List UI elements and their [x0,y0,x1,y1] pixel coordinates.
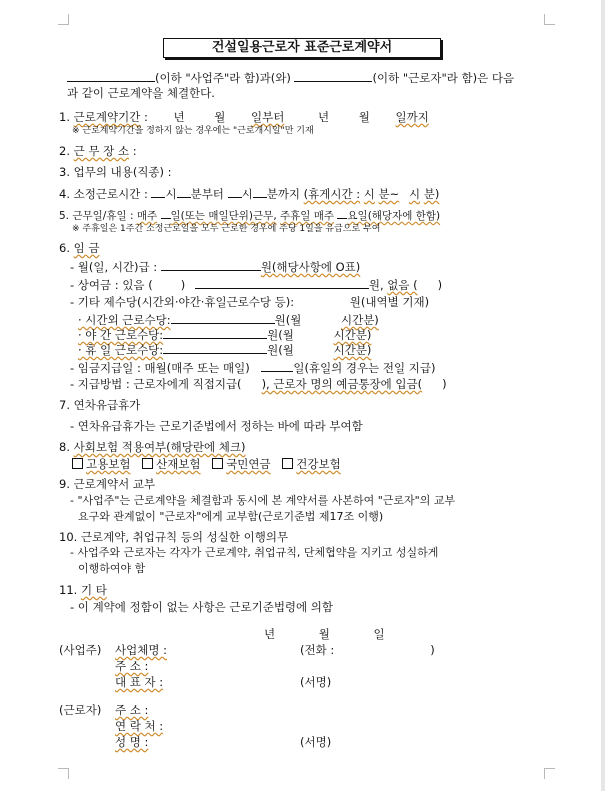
contract-date: 년 월 일 [264,627,385,641]
intro-employer-text: (이하 "사업주"라 함)과(와) [155,71,291,85]
contract-delivery-line-1: - "사업주"는 근로계약을 체결함과 동시에 본 계약서를 사본하여 "근로자"의 교부 [70,494,456,507]
night-row: · 야 간 근로수당: 원(월 시간분) [78,328,372,342]
weekly-holiday-note: ※ 주휴일은 1주간 소정근로일을 모두 근로한 경우에 주당 1일을 유급으로 부여 [72,224,381,234]
section-10: 10. 근로계약, 취업규칙 등의 성실한 이행의무 [59,530,289,544]
annual-leave-text: - 연차유급휴가는 근로기준법에서 정하는 바에 따라 부여함 [70,419,363,433]
crop-mark-top-right [544,14,555,25]
national-pension-checkbox[interactable] [212,458,223,469]
worker-contact-label: 연 락 처 : [115,719,164,733]
wage-amount-blank[interactable] [161,259,261,271]
worker-name-label: 성 명 : [115,735,149,749]
night-blank[interactable] [163,327,267,339]
employer-name-blank[interactable] [67,70,155,82]
section-1: 1. 근로계약기간 : 년 월 일부터 년 월 일까지 [59,110,429,124]
payment-method-row: - 지급방법 : 근로자에게 직접지급( ), 근로자 명의 예금통장에 입금( ) [70,377,447,391]
allowance-row: - 기타 제수당(시간외·야간·휴일근로수당 등): 원(내역별 기재) [70,295,430,309]
contract-delivery-line-2: 요구와 관계없이 "근로자"에게 교부함(근로기준법 제17조 이행) [78,510,384,523]
work-days-blank[interactable] [161,207,171,219]
holiday-pay-blank[interactable] [163,342,267,354]
employer-role: (사업주) [59,643,102,657]
section-5: 5. 근무일/휴일 : 매주 일(또는 매일단위)근무, 주휴일 매주 요일(해당자에 한함) [59,207,440,223]
bonus-amount-blank[interactable] [195,277,369,289]
payday-row: - 임금지급일 : 매월(매주 또는 매일) 일(휴일의 경우는 전일 지급) [70,361,436,375]
overtime-row: · 시간외 근로수당: 원(월 시간분) [78,313,379,327]
industrial-accident-checkbox[interactable] [142,458,153,469]
employer-business-name-label: 사업체명 : [115,643,167,657]
section-3: 3. 업무의 내용(직종) : [59,165,172,179]
intro-line-2: 과 같이 근로계약을 체결한다. [67,86,215,100]
worker-address-label: 주 소 : [115,703,149,717]
section-6: 6. 임 금 [59,241,100,255]
workplace-label: 근 무 장 소 [73,144,130,158]
end-hour-blank[interactable] [228,186,242,198]
holiday-pay-row: · 휴 일 근로수당: 원(월 시간분) [78,343,372,357]
insurance-checkboxes: 고용보험 산재보험 국민연금 건강보험 [72,457,341,471]
wage-label: 임 금 [73,241,100,255]
scrollbar-track[interactable] [601,0,605,791]
section-8: 8. 사회보험 적용여부(해당란에 체크) [59,440,246,454]
employer-signature[interactable]: (서명) [300,675,332,689]
worker-signature[interactable]: (서명) [300,735,332,749]
employment-insurance-checkbox[interactable] [72,458,83,469]
worker-name-blank[interactable] [294,70,372,82]
intro-worker-text: (이하 "근로자"라 함)은 다음 [372,71,515,85]
duty-line-2: 이행하여야 함 [78,562,146,575]
crop-mark-bottom-left [58,768,69,779]
wage-row: - 월(일, 시간)급 : 원(해당사항에 O표) [70,260,361,274]
contract-period-label: 근로계약기간 [73,110,141,124]
contract-period-note: ※ 근로계약기간을 정하지 않는 경우에는 "근로개시일"만 기재 [72,126,314,136]
section-7: 7. 연차유급휴가 [59,398,141,412]
holiday-blank[interactable] [337,207,347,219]
document-title: 건설일용근로자 표준근로계약서 [163,38,441,58]
section-4: 4. 소정근로시간 : 시 분부터 시 분까지 (휴게시간 : 시 분~ 시 분) [59,187,440,201]
section-11: 11. 기 타 [59,583,107,597]
health-insurance-checkbox[interactable] [282,458,293,469]
intro-line-1 [67,70,514,85]
duty-line-1: - 사업주와 근로자는 각자가 근로계약, 취업규칙, 단체협약을 지키고 성실하게 [70,546,439,559]
employer-phone: (전화 : ) [300,643,435,657]
employer-address-label: 주 소 : [115,659,149,673]
end-min-blank[interactable] [253,186,267,198]
crop-mark-top-left [58,14,69,25]
employer-representative-label: 대 표 자 : [115,675,164,689]
bonus-row: - 상여금 : 있음 ( ) 원, 없음 ( ) [70,278,443,292]
worker-role: (근로자) [59,703,102,717]
crop-mark-bottom-right [544,768,555,779]
start-hour-blank[interactable] [151,186,165,198]
start-min-blank[interactable] [177,186,191,198]
other-text: - 이 계약에 정함이 없는 사항은 근로기준법령에 의함 [70,600,334,614]
overtime-blank[interactable] [171,312,275,324]
payday-blank[interactable] [261,360,293,372]
section-2: 2. 근 무 장 소 : [59,144,137,158]
section-9: 9. 근로계약서 교부 [59,477,156,491]
